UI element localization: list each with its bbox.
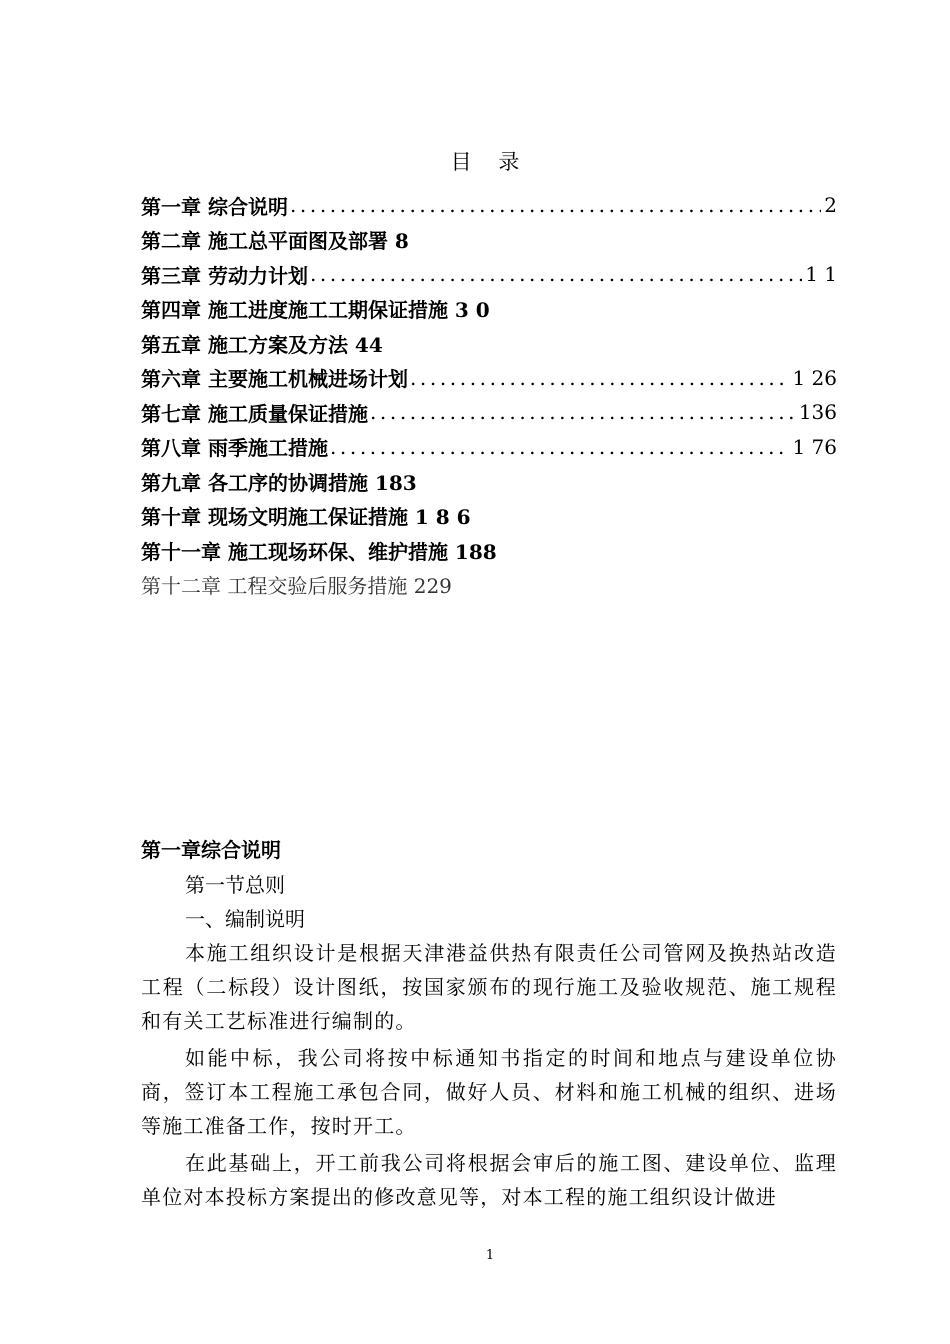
toc-entry-page: 1 76: [792, 434, 837, 459]
toc-entry-label: 第三章 劳动力计划: [141, 263, 308, 288]
toc-entry-label: 第六章 主要施工机械进场计划: [141, 367, 408, 392]
toc-entry-page: 136: [798, 400, 837, 425]
toc-entry[interactable]: [141, 292, 837, 327]
toc-entry[interactable]: [141, 257, 837, 292]
toc-entry-label: 第五章 施工方案及方法 44: [141, 332, 383, 357]
toc-leader-dots: [410, 366, 790, 390]
toc-entry[interactable]: [141, 499, 837, 534]
table-of-contents: [141, 188, 837, 602]
sub-heading: 一、编制说明: [185, 907, 305, 931]
toc-entry-label: 第一章 综合说明: [141, 194, 288, 219]
toc-entry[interactable]: [141, 223, 837, 258]
toc-entry-label: 第七章 施工质量保证措施: [141, 401, 368, 426]
body-paragraph: 在此基础上，开工前我公司将根据会审后的施工图、建设单位、监理单位对本投标方案提出的修改意见等，对本工程的施工组织设计做进: [141, 1151, 837, 1209]
toc-leader-dots: [370, 400, 796, 424]
toc-entry-label: 第八章 雨季施工措施: [141, 436, 328, 461]
toc-entry[interactable]: [141, 464, 837, 499]
toc-entry-label: 第十一章 施工现场环保、维护措施 188: [141, 539, 497, 564]
toc-entry-label: 第九章 各工序的协调措施 183: [141, 470, 417, 495]
toc-entry-page: 1 1: [805, 262, 837, 287]
toc-entry[interactable]: [141, 430, 837, 465]
toc-leader-dots: [290, 193, 821, 217]
toc-entry-label: 第十章 现场文明施工保证措施 1 8 6: [141, 505, 471, 530]
toc-entry-page: 1 26: [792, 365, 837, 390]
toc-entry[interactable]: [141, 568, 837, 603]
toc-entry[interactable]: [141, 188, 837, 223]
chapter-heading: 第一章综合说明: [141, 838, 281, 862]
chapter-one-section: [141, 832, 837, 1217]
section-heading: 第一节总则: [185, 873, 285, 897]
toc-title: 目 录: [450, 150, 530, 174]
toc-entry-label: 第四章 施工进度施工工期保证措施 3 0: [141, 298, 490, 323]
toc-leader-dots: [310, 262, 802, 286]
toc-entry-label: 第十二章 工程交验后服务措施 229: [141, 574, 452, 599]
toc-entry[interactable]: [141, 395, 837, 430]
toc-entry[interactable]: [141, 326, 837, 361]
toc-entry[interactable]: [141, 533, 837, 568]
toc-entry-page: 2: [824, 193, 837, 218]
toc-entry-label: 第二章 施工总平面图及部署 8: [141, 229, 409, 254]
page-number: 1: [485, 1248, 495, 1263]
body-paragraph: 本施工组织设计是根据天津港益供热有限责任公司管网及换热站改造工程（二标段）设计图纸，按国家颁布的现行施工及验收规范、施工规程和有关工艺标准进行编制的。: [141, 941, 837, 1033]
toc-leader-dots: [330, 435, 790, 459]
body-paragraph: 如能中标，我公司将按中标通知书指定的时间和地点与建设单位协商，签订本工程施工承包合同，做好人员、材料和施工机械的组织、进场等施工准备工作，按时开工。: [141, 1046, 837, 1138]
toc-entry[interactable]: [141, 361, 837, 396]
